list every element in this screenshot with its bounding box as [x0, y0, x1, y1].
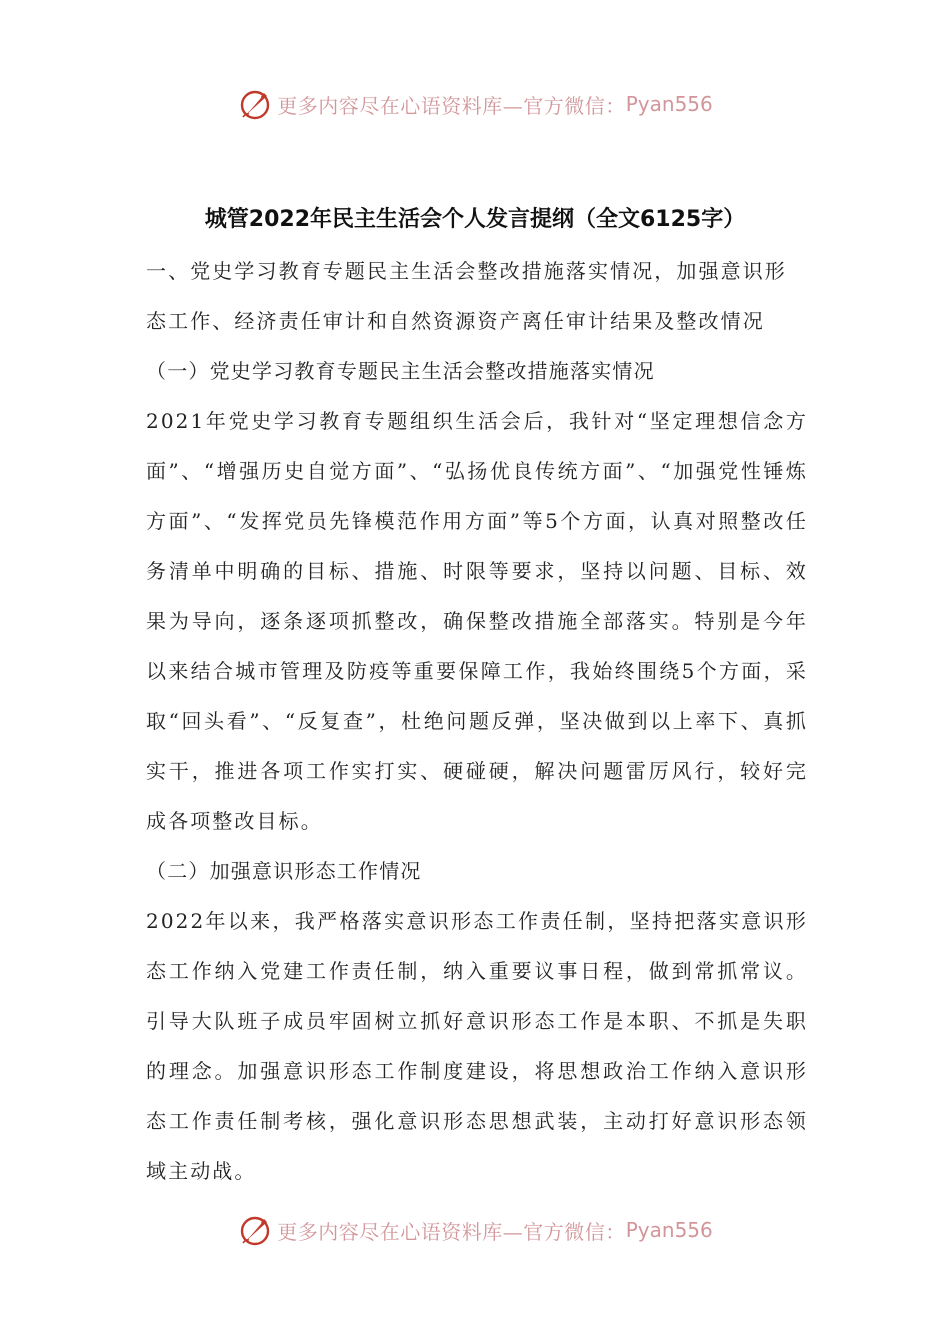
watermark-text: 更多内容尽在心语资料库—官方微信： — [277, 93, 626, 118]
subsection-heading-1: （一）党史学习教育专题民主生活会整改措施落实情况 — [146, 359, 655, 383]
watermark-banner-top — [0, 84, 950, 124]
paragraph-1: 2021年党史学习教育专题组织生活会后，我针对“坚定理想信念方面”、“增强历史自觉方面”、“弘扬优良传统方面”、“加强党性锤炼方面”、“发挥党员先锋模范作用方面”等5个方面，认真对照整改任务清单中明确的目标、措施、时限等要求，坚持以问题、目标、效果为导向，逐条逐项抓整改，确保整改措施全部落实。特别是今年以来结合城市管理及防疫等重要保障工作，我始终围绕5个方面，采取“回头看”、“反复查”，杜绝问题反弹，坚决做到以上率下、真抓实干，推进各项工作实打实、硬碰硬，解决问题雷厉风行，较好完成各项整改目标。 — [146, 409, 808, 833]
watermark-banner-bottom — [0, 1210, 950, 1250]
paragraph-2: 2022年以来，我严格落实意识形态工作责任制，坚持把落实意识形态工作纳入党建工作责任制，纳入重要议事日程，做到常抓常议。引导大队班子成员牢固树立抓好意识形态工作是本职、不抓是失职的理念。加强意识形态工作制度建设，将思想政治工作纳入意识形态工作责任制考核，强化意识形态思想武装，主动打好意识形态领域主动战。 — [146, 909, 808, 1183]
watermark-text: 更多内容尽在心语资料库—官方微信： — [277, 1219, 626, 1244]
subsection-heading-2: （二）加强意识形态工作情况 — [146, 859, 422, 883]
quill-pen-logo-icon — [237, 1212, 273, 1248]
quill-pen-logo-icon — [237, 86, 273, 122]
document-title: 城管2022年民主生活会个人发言提纲（全文6125字） — [204, 207, 746, 232]
section-heading-1: 一、党史学习教育专题民主生活会整改措施落实情况，加强意识形态工作、经济责任审计和自然资源资产离任审计结果及整改情况 — [146, 259, 787, 333]
watermark-handle: Pyan556 — [625, 1218, 713, 1242]
watermark-handle: Pyan556 — [625, 92, 713, 116]
document-body — [146, 246, 808, 1196]
